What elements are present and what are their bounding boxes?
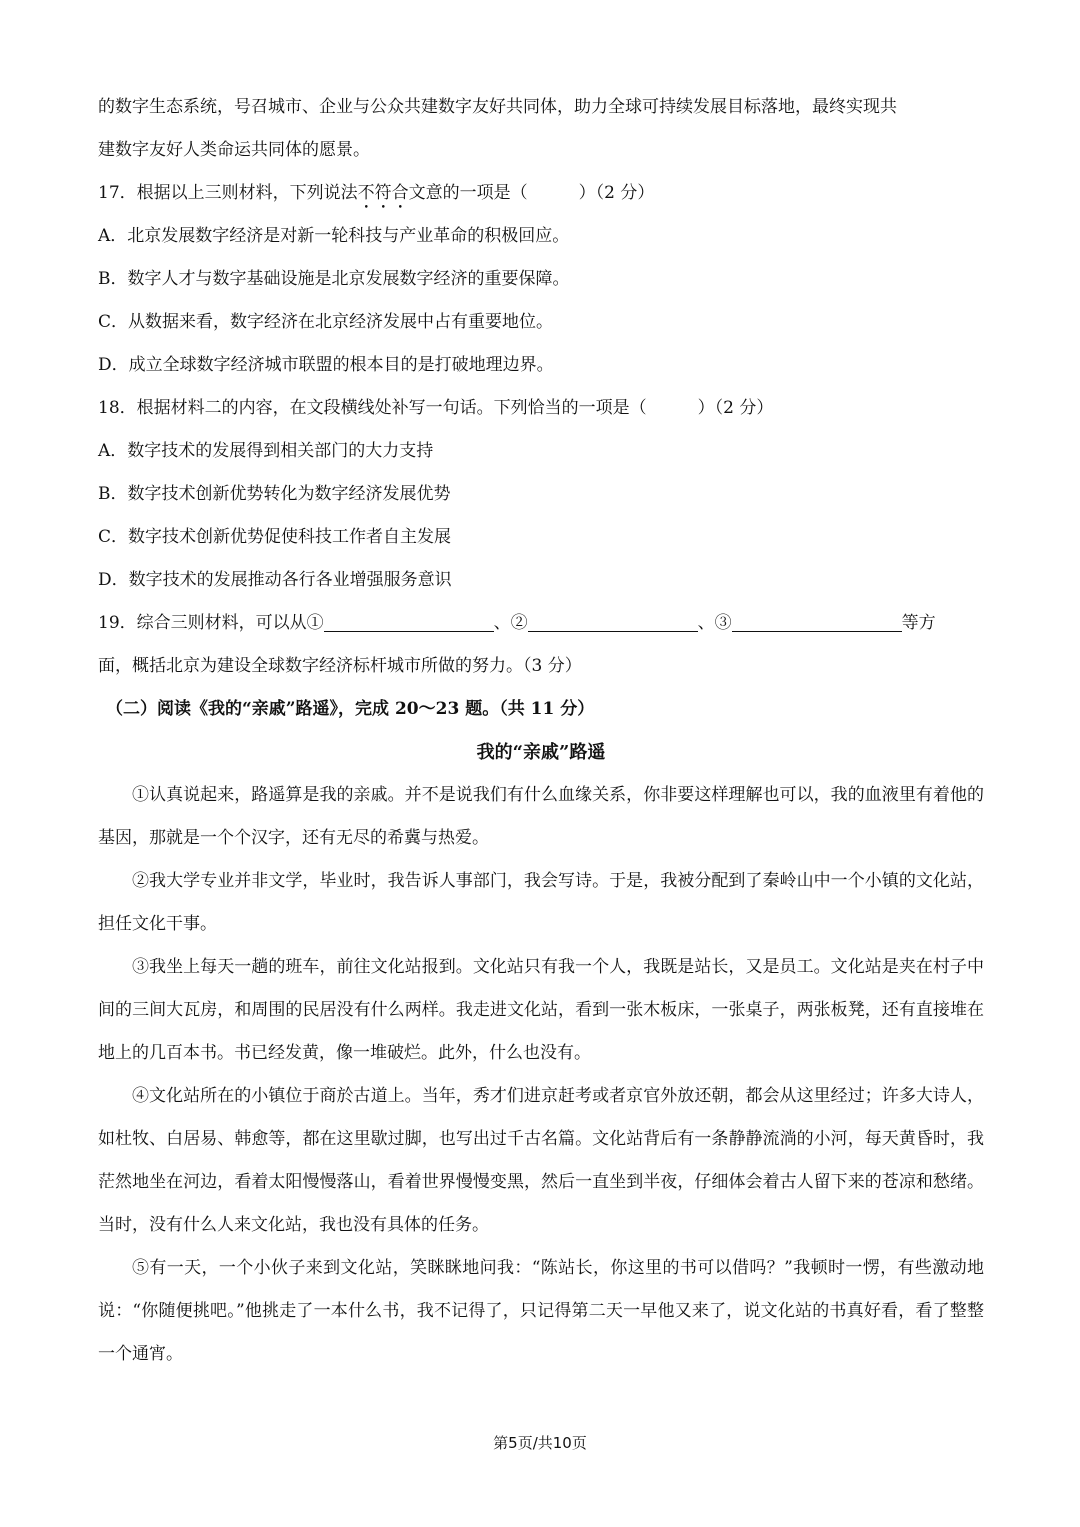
answer-blank-3[interactable] — [732, 609, 902, 632]
answer-blank-1[interactable] — [324, 609, 494, 632]
section-heading: （二）阅读《我的“亲戚”路遥》，完成 20～23 题。（共 11 分） — [106, 699, 595, 719]
q17-option-a: A．北京发展数字经济是对新一轮科技与产业革命的积极回应。 — [98, 226, 570, 246]
q17-stem-before: 17．根据以上三则材料，下列说法 — [98, 183, 358, 203]
q18-option-a: A．数字技术的发展得到相关部门的大力支持 — [98, 441, 434, 461]
question-19-line-2: 面，概括北京为建设全球数字经济标杆城市所做的努力。（3 分） — [98, 656, 582, 676]
q19-part-2: 、② — [493, 613, 528, 633]
q17-option-b: B．数字人才与数字基础设施是北京发展数字经济的重要保障。 — [98, 269, 570, 289]
answer-blank-2[interactable] — [528, 609, 698, 632]
q19-part-1: 19．综合三则材料，可以从① — [98, 613, 324, 633]
q18-option-c: C．数字技术创新优势促使科技工作者自主发展 — [98, 527, 452, 547]
article-paragraph-2: ②我大学专业并非文学，毕业时，我告诉人事部门，我会写诗。于是，我被分配到了秦岭山中一个小镇的文化站，担任文化干事。 — [98, 871, 984, 934]
article-paragraph-4: ④文化站所在的小镇位于商於古道上。当年，秀才们进京赶考或者京官外放还朝，都会从这里经过；许多大诗人，如杜牧、白居易、韩愈等，都在这里歇过脚，也写出过千古名篇。文化站背后有一条静静流淌的小河，每天黄昏时，我茫然地坐在河边，看着太阳慢慢落山，看着世界慢慢变黑，然后一直坐到半夜，仔细体会着古人留下来的苍凉和愁绪。当时，没有什么人来文化站，我也没有具体的任务。 — [98, 1086, 984, 1235]
q18-option-d: D．数字技术的发展推动各行各业增强服务意识 — [98, 570, 452, 590]
article-paragraph-5: ⑤有一天，一个小伙子来到文化站，笑眯眯地问我：“陈站长，你这里的书可以借吗？”我顿时一愣，有些激动地说：“你随便挑吧。”他挑走了一本什么书，我不记得了，只记得第二天一早他又来了，说文化站的书真好看，看了整整一个通宵。 — [98, 1258, 984, 1364]
article-paragraph-1: ①认真说起来，路遥算是我的亲戚。并不是说我们有什么血缘关系，你非要这样理解也可以，我的血液里有着他的基因，那就是一个个汉字，还有无尽的希冀与热爱。 — [98, 785, 984, 848]
q17-option-c: C．从数据来看，数字经济在北京经济发展中占有重要地位。 — [98, 312, 554, 332]
article-title: 我的“亲戚”路遥 — [476, 742, 606, 763]
q17-emphasis: 不符合 — [357, 183, 409, 203]
question-17-stem — [98, 172, 984, 215]
q18-option-b: B．数字技术创新优势转化为数字经济发展优势 — [98, 484, 451, 504]
article-paragraph-3: ③我坐上每天一趟的班车，前往文化站报到。文化站只有我一个人，我既是站长，又是员工。文化站是夹在村子中间的三间大瓦房，和周围的民居没有什么两样。我走进文化站，看到一张木板床，一张桌子，两张板凳，还有直接堆在地上的几百本书。书已经发黄，像一堆破烂。此外，什么也没有。 — [98, 957, 984, 1063]
question-19-line-1 — [98, 602, 984, 645]
q19-part-3: 、③ — [697, 613, 732, 633]
intro-line-2: 建数字友好人类命运共同体的愿景。 — [98, 140, 370, 160]
intro-line-1: 的数字生态系统，号召城市、企业与公众共建数字友好共同体，助力全球可持续发展目标落地，最终实现共 — [98, 97, 897, 117]
question-18-stem: 18．根据材料二的内容，在文段横线处补写一句话。下列恰当的一项是（ ）（2 分） — [98, 398, 774, 418]
exam-page — [98, 86, 984, 1376]
q19-part-4: 等方 — [901, 613, 936, 633]
q17-stem-after: 文意的一项是（ ）（2 分） — [408, 183, 655, 203]
page-number: 第5页/共10页 — [493, 1434, 587, 1452]
q17-option-d: D．成立全球数字经济城市联盟的根本目的是打破地理边界。 — [98, 355, 554, 375]
